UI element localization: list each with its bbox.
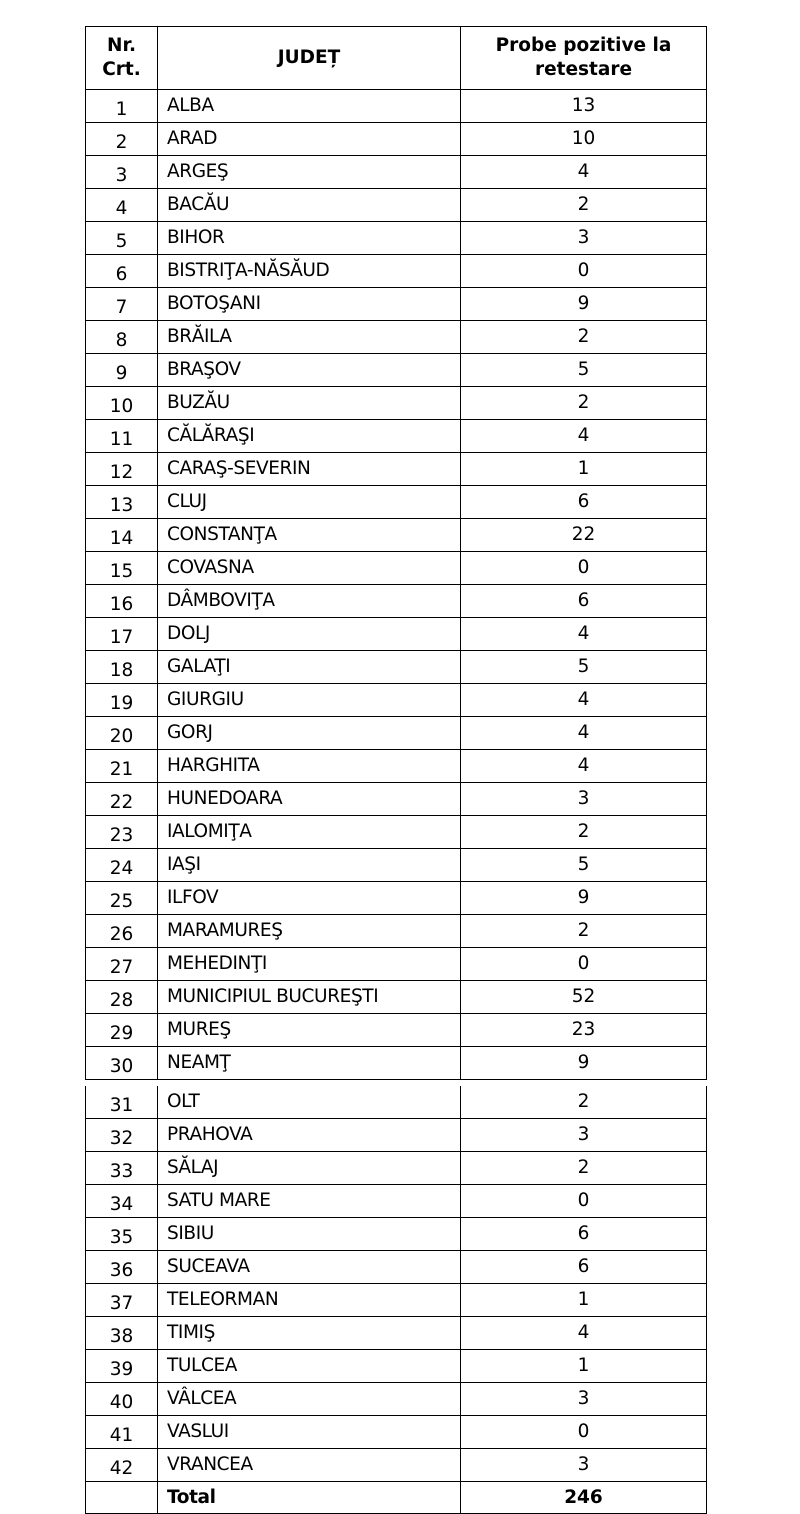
county-name: TELEORMAN bbox=[158, 1284, 461, 1317]
table-row bbox=[86, 1383, 707, 1416]
county-name: TULCEA bbox=[158, 1350, 461, 1383]
county-name: CLUJ bbox=[158, 486, 461, 519]
header-nr-line1: Nr. bbox=[107, 35, 136, 56]
positive-count: 4 bbox=[461, 618, 707, 651]
row-number: 6 bbox=[86, 255, 158, 288]
header-nr bbox=[86, 27, 158, 90]
row-number: 17 bbox=[86, 618, 158, 651]
row-number: 21 bbox=[86, 750, 158, 783]
table-row bbox=[86, 1152, 707, 1185]
row-number: 28 bbox=[86, 981, 158, 1014]
county-name: MUREŞ bbox=[158, 1014, 461, 1047]
header-probe-line2: retestare bbox=[534, 59, 633, 80]
row-number: 2 bbox=[86, 123, 158, 156]
row-number: 25 bbox=[86, 882, 158, 915]
row-number: 41 bbox=[86, 1416, 158, 1449]
table-row bbox=[86, 156, 707, 189]
results-table-part-1 bbox=[85, 26, 707, 1080]
table-row bbox=[86, 552, 707, 585]
positive-count: 3 bbox=[461, 1383, 707, 1416]
positive-count: 1 bbox=[461, 1284, 707, 1317]
row-number: 3 bbox=[86, 156, 158, 189]
positive-count: 3 bbox=[461, 1119, 707, 1152]
table-row bbox=[86, 816, 707, 849]
table-row bbox=[86, 354, 707, 387]
county-name: SĂLAJ bbox=[158, 1152, 461, 1185]
table-row bbox=[86, 1086, 707, 1119]
row-number: 22 bbox=[86, 783, 158, 816]
positive-count: 3 bbox=[461, 222, 707, 255]
row-number: 29 bbox=[86, 1014, 158, 1047]
table-row bbox=[86, 618, 707, 651]
positive-count: 13 bbox=[461, 90, 707, 123]
positive-count: 9 bbox=[461, 288, 707, 321]
county-name: NEAMŢ bbox=[158, 1047, 461, 1080]
county-name: CĂLĂRAŞI bbox=[158, 420, 461, 453]
county-name: ARAD bbox=[158, 123, 461, 156]
table-row bbox=[86, 519, 707, 552]
table-row bbox=[86, 123, 707, 156]
county-name: IALOMIŢA bbox=[158, 816, 461, 849]
row-number: 11 bbox=[86, 420, 158, 453]
row-number: 23 bbox=[86, 816, 158, 849]
row-number: 15 bbox=[86, 552, 158, 585]
row-number: 32 bbox=[86, 1119, 158, 1152]
table-row bbox=[86, 1317, 707, 1350]
positive-count: 0 bbox=[461, 255, 707, 288]
positive-count: 4 bbox=[461, 717, 707, 750]
results-table-part-2 bbox=[85, 1086, 707, 1514]
table-row bbox=[86, 1284, 707, 1317]
table-row bbox=[86, 222, 707, 255]
county-name: ARGEŞ bbox=[158, 156, 461, 189]
positive-count: 22 bbox=[461, 519, 707, 552]
table-row bbox=[86, 90, 707, 123]
row-number: 35 bbox=[86, 1218, 158, 1251]
county-name: MUNICIPIUL BUCUREŞTI bbox=[158, 981, 461, 1014]
county-name: CONSTANŢA bbox=[158, 519, 461, 552]
total-nr bbox=[86, 1482, 158, 1514]
positive-count: 1 bbox=[461, 1350, 707, 1383]
table-row bbox=[86, 849, 707, 882]
county-name: PRAHOVA bbox=[158, 1119, 461, 1152]
positive-count: 2 bbox=[461, 915, 707, 948]
table-row bbox=[86, 453, 707, 486]
row-number: 8 bbox=[86, 321, 158, 354]
county-name: IAŞI bbox=[158, 849, 461, 882]
county-name: ALBA bbox=[158, 90, 461, 123]
table-row bbox=[86, 684, 707, 717]
row-number: 40 bbox=[86, 1383, 158, 1416]
positive-count: 23 bbox=[461, 1014, 707, 1047]
row-number: 14 bbox=[86, 519, 158, 552]
row-number: 26 bbox=[86, 915, 158, 948]
row-number: 13 bbox=[86, 486, 158, 519]
table-row bbox=[86, 1218, 707, 1251]
table-row bbox=[86, 1416, 707, 1449]
county-name: COVASNA bbox=[158, 552, 461, 585]
positive-count: 4 bbox=[461, 1317, 707, 1350]
positive-count: 9 bbox=[461, 1047, 707, 1080]
row-number: 12 bbox=[86, 453, 158, 486]
header-nr-line2: Crt. bbox=[102, 59, 141, 80]
positive-count: 4 bbox=[461, 156, 707, 189]
county-name: TIMIŞ bbox=[158, 1317, 461, 1350]
county-name: VRANCEA bbox=[158, 1449, 461, 1482]
table-row bbox=[86, 1185, 707, 1218]
positive-count: 5 bbox=[461, 354, 707, 387]
county-name: HARGHITA bbox=[158, 750, 461, 783]
positive-count: 6 bbox=[461, 585, 707, 618]
row-number: 7 bbox=[86, 288, 158, 321]
row-number: 4 bbox=[86, 189, 158, 222]
county-name: VASLUI bbox=[158, 1416, 461, 1449]
positive-count: 0 bbox=[461, 1416, 707, 1449]
table-row bbox=[86, 288, 707, 321]
positive-count: 3 bbox=[461, 1449, 707, 1482]
positive-count: 2 bbox=[461, 1152, 707, 1185]
positive-count: 5 bbox=[461, 651, 707, 684]
county-name: CARAŞ-SEVERIN bbox=[158, 453, 461, 486]
county-name: ILFOV bbox=[158, 882, 461, 915]
county-name: OLT bbox=[158, 1086, 461, 1119]
header-probe-line1: Probe pozitive la bbox=[495, 35, 672, 56]
county-name: GIURGIU bbox=[158, 684, 461, 717]
positive-count: 2 bbox=[461, 189, 707, 222]
positive-count: 2 bbox=[461, 387, 707, 420]
header-row bbox=[86, 27, 707, 90]
county-name: VÂLCEA bbox=[158, 1383, 461, 1416]
table-row bbox=[86, 948, 707, 981]
county-name: SUCEAVA bbox=[158, 1251, 461, 1284]
row-number: 16 bbox=[86, 585, 158, 618]
table-row bbox=[86, 1350, 707, 1383]
table-row bbox=[86, 882, 707, 915]
row-number: 20 bbox=[86, 717, 158, 750]
table-row bbox=[86, 915, 707, 948]
table-row bbox=[86, 651, 707, 684]
county-name: BRĂILA bbox=[158, 321, 461, 354]
row-number: 33 bbox=[86, 1152, 158, 1185]
row-number: 18 bbox=[86, 651, 158, 684]
positive-count: 0 bbox=[461, 948, 707, 981]
row-number: 42 bbox=[86, 1449, 158, 1482]
row-number: 27 bbox=[86, 948, 158, 981]
row-number: 19 bbox=[86, 684, 158, 717]
positive-count: 6 bbox=[461, 486, 707, 519]
county-name: DÂMBOVIŢA bbox=[158, 585, 461, 618]
county-name: HUNEDOARA bbox=[158, 783, 461, 816]
positive-count: 4 bbox=[461, 684, 707, 717]
row-number: 1 bbox=[86, 90, 158, 123]
table-row bbox=[86, 585, 707, 618]
table-row bbox=[86, 783, 707, 816]
table-row bbox=[86, 750, 707, 783]
row-number: 9 bbox=[86, 354, 158, 387]
total-row bbox=[86, 1482, 707, 1514]
table-row bbox=[86, 981, 707, 1014]
header-judet: JUDEȚ bbox=[158, 27, 461, 90]
table-row bbox=[86, 189, 707, 222]
table-row bbox=[86, 255, 707, 288]
county-name: GORJ bbox=[158, 717, 461, 750]
county-name: DOLJ bbox=[158, 618, 461, 651]
table-row bbox=[86, 1449, 707, 1482]
table-row bbox=[86, 1119, 707, 1152]
positive-count: 0 bbox=[461, 1185, 707, 1218]
county-name: GALAŢI bbox=[158, 651, 461, 684]
row-number: 5 bbox=[86, 222, 158, 255]
county-name: BISTRIŢA-NĂSĂUD bbox=[158, 255, 461, 288]
row-number: 24 bbox=[86, 849, 158, 882]
positive-count: 2 bbox=[461, 816, 707, 849]
positive-count: 9 bbox=[461, 882, 707, 915]
county-name: SATU MARE bbox=[158, 1185, 461, 1218]
positive-count: 1 bbox=[461, 453, 707, 486]
row-number: 38 bbox=[86, 1317, 158, 1350]
table-row bbox=[86, 1047, 707, 1080]
county-name: BIHOR bbox=[158, 222, 461, 255]
positive-count: 5 bbox=[461, 849, 707, 882]
county-name: BACĂU bbox=[158, 189, 461, 222]
header-probe bbox=[461, 27, 707, 90]
table-row bbox=[86, 1014, 707, 1047]
table-row bbox=[86, 420, 707, 453]
row-number: 30 bbox=[86, 1047, 158, 1080]
county-name: MARAMUREŞ bbox=[158, 915, 461, 948]
table-row bbox=[86, 486, 707, 519]
county-name: BOTOŞANI bbox=[158, 288, 461, 321]
row-number: 37 bbox=[86, 1284, 158, 1317]
total-value: 246 bbox=[461, 1482, 707, 1514]
table-row bbox=[86, 387, 707, 420]
positive-count: 2 bbox=[461, 1086, 707, 1119]
table-row bbox=[86, 717, 707, 750]
positive-count: 4 bbox=[461, 750, 707, 783]
positive-count: 10 bbox=[461, 123, 707, 156]
row-number: 39 bbox=[86, 1350, 158, 1383]
positive-count: 6 bbox=[461, 1218, 707, 1251]
row-number: 36 bbox=[86, 1251, 158, 1284]
table-row bbox=[86, 1251, 707, 1284]
county-name: BRAŞOV bbox=[158, 354, 461, 387]
county-name: SIBIU bbox=[158, 1218, 461, 1251]
positive-count: 52 bbox=[461, 981, 707, 1014]
row-number: 10 bbox=[86, 387, 158, 420]
table-row bbox=[86, 321, 707, 354]
county-name: MEHEDINŢI bbox=[158, 948, 461, 981]
row-number: 31 bbox=[86, 1086, 158, 1119]
row-number: 34 bbox=[86, 1185, 158, 1218]
positive-count: 2 bbox=[461, 321, 707, 354]
total-label: Total bbox=[158, 1482, 461, 1514]
positive-count: 4 bbox=[461, 420, 707, 453]
county-name: BUZĂU bbox=[158, 387, 461, 420]
positive-count: 6 bbox=[461, 1251, 707, 1284]
positive-count: 3 bbox=[461, 783, 707, 816]
positive-count: 0 bbox=[461, 552, 707, 585]
